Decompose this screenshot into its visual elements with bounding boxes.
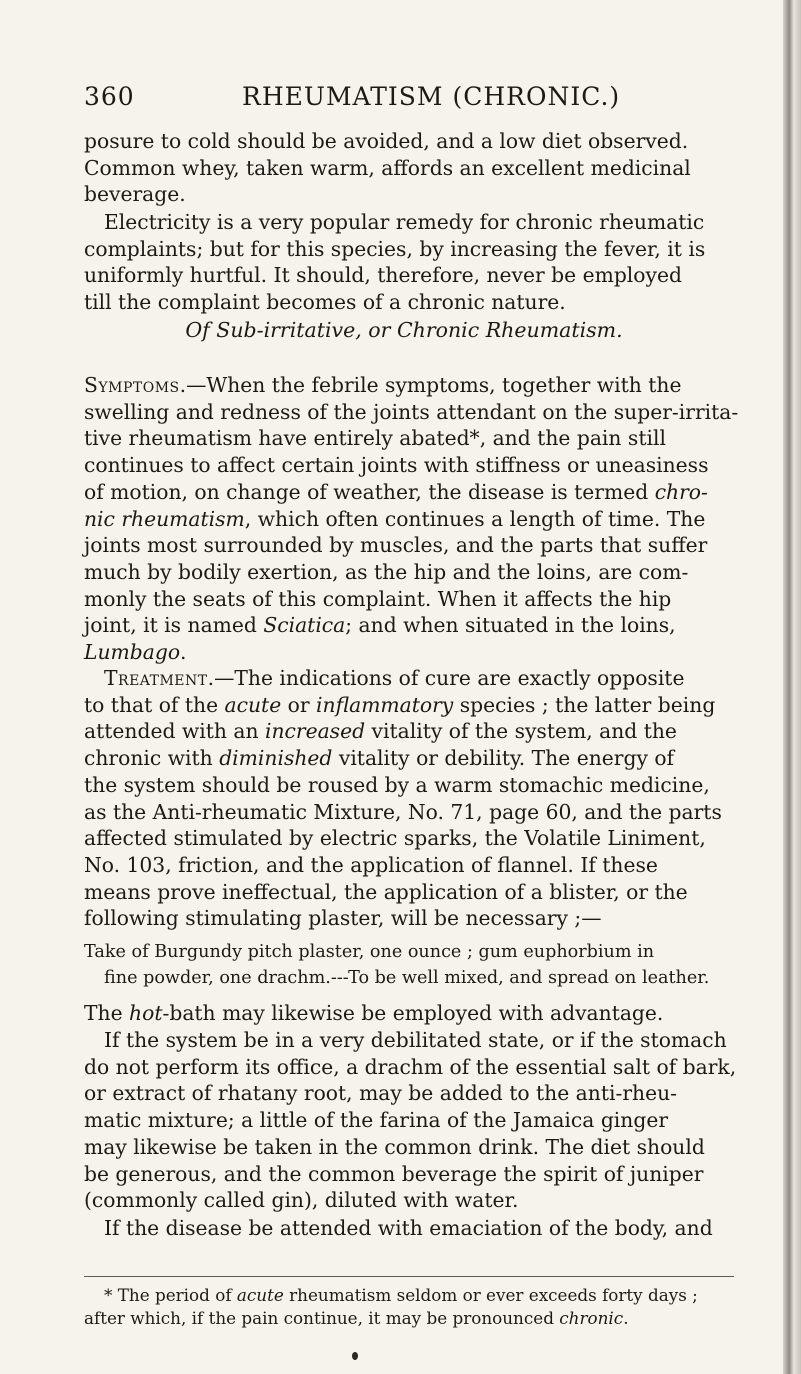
text-run: vitality of the system, and the (371, 719, 677, 744)
text-line: be generous, and the common beverage the spirit of juniper (84, 1161, 704, 1186)
text-line: till the complaint becomes of a chronic nature. (84, 290, 566, 315)
footnote-rule (84, 1276, 734, 1277)
italic-term: nic rheumatism (84, 506, 245, 531)
text-run: * The period of (104, 1285, 232, 1305)
text-line: complaints; but for this species, by increasing the fever, it is (84, 236, 706, 261)
text-line: posure to cold should be avoided, and a low diet observed. (84, 129, 689, 153)
text-line: or extract of rhatany root, may be added to the anti-rheu- (84, 1081, 677, 1106)
text-line: joints most surrounded by muscles, and the parts that suffer (84, 533, 708, 558)
italic-term: acute (224, 692, 282, 717)
text-line: Electricity is a very popular remedy for chronic rheumatic (104, 210, 705, 234)
recipe-block (84, 940, 754, 991)
text-run: rheumatism seldom or ever exceeds forty days ; (289, 1285, 698, 1305)
heading-part: Of Sub-irritative (185, 318, 356, 342)
text-line: much by bodily exertion, as the hip and the loins, are com- (84, 559, 689, 584)
text-run: , which often continues a length of time. The (244, 506, 706, 531)
italic-term: chro- (654, 479, 708, 504)
text-line: matic mixture; a little of the farina of the Jamaica ginger (84, 1108, 669, 1133)
text-line: swelling and redness of the joints attendant on the super-irrita- (84, 399, 739, 424)
text-run: . (623, 1308, 629, 1328)
text-run: vitality or debility. The energy of (338, 746, 675, 771)
text-run: -bath may likewise be employed with advantage. (162, 1001, 664, 1025)
page-edge-shadow (783, 0, 801, 1374)
text-line: monly the seats of this complaint. When it affects the hip (84, 586, 672, 611)
text-line: uniformly hurtful. It should, therefore, never be employed (84, 263, 682, 288)
text-run: species ; the latter being (459, 692, 716, 717)
paragraph-treatment (84, 665, 754, 932)
text-line: following stimulating plaster, will be necessary ;— (84, 906, 602, 931)
text-run: The (84, 1001, 123, 1025)
italic-term: hot (129, 1001, 163, 1025)
running-head (84, 82, 724, 114)
text-line: continues to affect certain joints with stiffness or uneasiness (84, 453, 709, 478)
italic-term: inflammatory (316, 692, 454, 717)
symptoms-label: Symptoms (84, 373, 180, 397)
italic-term: increased (264, 719, 366, 744)
italic-term: Lumbago (84, 640, 181, 665)
text-line: tive rheumatism have entirely abated*, and the pain still (84, 426, 666, 451)
text-line: fine powder, one drachm.---To be well mixed, and spread on leather. (104, 967, 710, 988)
text-run: chronic with (84, 746, 213, 771)
text-line: If the disease be attended with emaciation of the body, and (104, 1216, 713, 1240)
text-run: joint, it is named (84, 613, 257, 638)
text-run: ; and when situated in the loins, (345, 613, 676, 638)
text-line: the system should be roused by a warm stomachic medicine, (84, 772, 710, 797)
text-line: means prove ineffectual, the application of a blister, or the (84, 879, 688, 904)
paragraph-debilitated (84, 1027, 754, 1214)
paragraph-electricity (84, 209, 754, 316)
text-line: Take of Burgundy pitch plaster, one ounce ; gum euphorbium in (84, 942, 655, 962)
text-line: may likewise be taken in the common drink. The diet should (84, 1134, 705, 1159)
heading-part: , or Chronic Rheumatism. (355, 318, 623, 342)
text-line: If the system be in a very debilitated state, or if the stomach (104, 1028, 727, 1052)
text-line: No. 103, friction, and the application of flannel. If these (84, 852, 658, 877)
paragraph-emaciation (84, 1215, 754, 1242)
italic-term: Sciatica (263, 613, 346, 638)
text-run: or (287, 692, 310, 717)
treatment-label: Treatment (104, 666, 208, 690)
paragraph-symptoms (84, 372, 754, 666)
text-line: (commonly called gin), diluted with water. (84, 1188, 519, 1213)
text-run: after which, if the pain continue, it may be pronounced (84, 1308, 554, 1328)
text-run: attended with an (84, 719, 259, 744)
text-run: of motion, on change of weather, the disease is termed (84, 479, 649, 504)
text-line: beverage. (84, 182, 186, 207)
text-line: affected stimulated by electric sparks, the Volatile Liniment, (84, 826, 706, 851)
text-run: .—The indications of cure are exactly opposite (207, 666, 685, 690)
footnote (84, 1284, 754, 1330)
text-run: . (180, 640, 187, 665)
italic-term: chronic (559, 1308, 624, 1328)
running-title: RHEUMATISM (CHRONIC.) (242, 82, 621, 111)
section-heading (84, 318, 724, 342)
ink-blot-mark (352, 1352, 358, 1360)
text-line: as the Anti-rheumatic Mixture, No. 71, page 60, and the parts (84, 799, 722, 824)
text-run: .—When the febrile symptoms, together with the (179, 373, 682, 397)
text-line: do not perform its office, a drachm of the essential salt of bark, (84, 1054, 737, 1079)
text-line: Common whey, taken warm, affords an excellent medicinal (84, 155, 691, 180)
page-number: 360 (84, 82, 135, 111)
italic-term: diminished (219, 746, 333, 771)
text-run: to that of the (84, 692, 219, 717)
paragraph-hotbath (84, 1000, 754, 1027)
italic-term: acute (236, 1285, 284, 1305)
paragraph-continuation (84, 128, 754, 208)
